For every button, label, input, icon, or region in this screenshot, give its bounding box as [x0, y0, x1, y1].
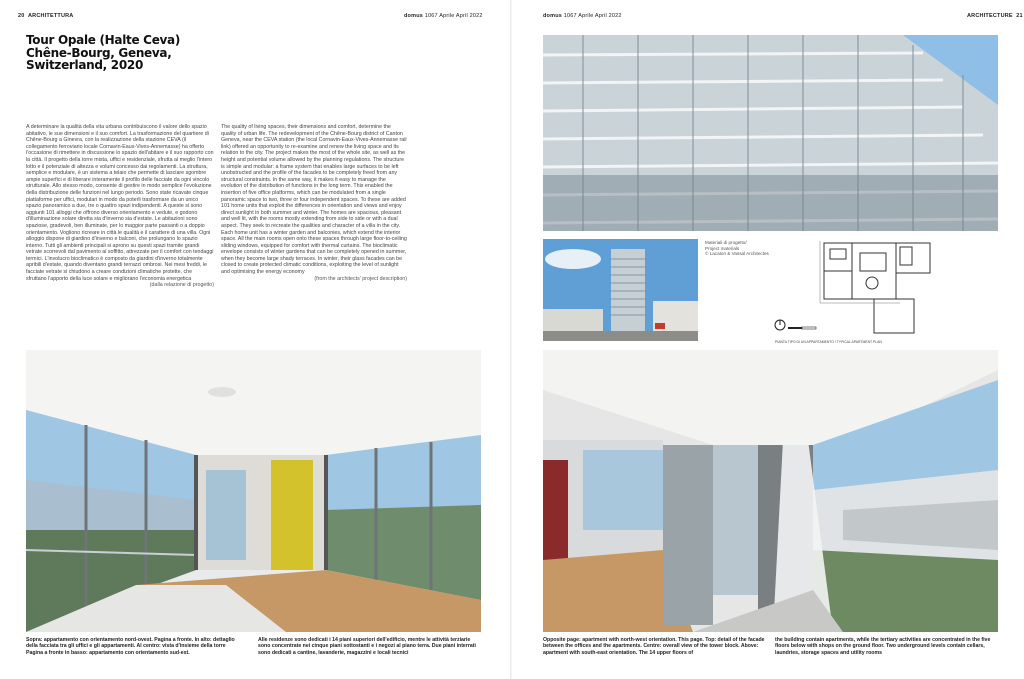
facade-detail-photo — [543, 35, 998, 231]
floor-plan-label: PIANTA TIPO DI UN APPARTAMENTO / TYPICAL APARTMENT PLAN — [775, 340, 882, 344]
right-caption-2: the building contain apartments, while the tertiary activities are concentrated in the five floors below with shops on the ground floor. Two underground levels contain cellars, laundries, storage spaces and utility rooms — [775, 637, 991, 656]
right-caption-1: Opposite page: apartment with north-west orientation. This page. Top: detail of the facade between the offices and the apartments. Centre: overall view of the tower block. Above: apartment with south-east orientation. The 14 upper floors of — [543, 637, 765, 656]
materials-en: Project materials — [705, 245, 740, 251]
interior-photo-se-drawing — [543, 350, 998, 632]
article-title: Tour Opale (Halte Ceva) Chêne-Bourg, Geneva, Switzerland, 2020 — [26, 33, 181, 72]
italian-column — [26, 124, 214, 289]
right-page — [512, 0, 1024, 679]
left-caption-1: Sopra: appartamento con orientamento nord-ovest. Pagina a fronte. In alto: dettaglio della facciata tra gli uffici e gli appartamenti. Al centro: vista d'insieme della torre Pagina a fronte in basso: appartamento con orientamento sud-est. — [26, 637, 235, 656]
floor-plan-drawing — [812, 239, 962, 339]
english-credit-row — [221, 276, 407, 283]
italian-text: A determinare la qualità della vita urbana contribuiscono il valore dello spazio abitativo, le sue dimensioni e il suo comfort. La trasformazione del quartiere di Chêne-Bourg a Ginevra, con la realizzazione della stazione CEVA (il collegamento ferroviario locale Cornavin-Eaux-Vives-Annemasse) ha offerto l'occasione di rimettere in discussione lo spazio dell'abitare e il suo rapporto con la città. Il progetto della torre mista, uffici e residenziale, sfrutta al meglio l'intero lotto e il potenziale di altezza e volumi concesso dai regolamenti. La struttura, semplice e modulare, è un sistema a telaio che permette di lasciare sgombre ampie superfici e di liberare interamente il profilo delle facciate da ogni vincolo strutturale. Allo stesso modo, consente di gestire in modo semplice l'evoluzione della distribuzione delle funzioni nel lungo periodo. Sono state ricavate cinque piattaforme per uffici, modulari in modo da poterli trasformare da un unico spazio panoramico a due, tre o quattro spazi indipendenti. A queste si sono aggiunti 101 alloggi che offrono diverso orientamento e vedute, e godono d'illuminazione solare diretta sia d'inverno sia d'estate. Le abitazioni sono spaziose, gradevoli, ben illuminate, per lo maggior parte passanti o a doppio orientamento. Vogliono ricreare in città le qualità e il carattere di una villa. Ogni alloggio dispone di giardino d'inverno e balconi, che prolungano lo spazio interno. Tutti gli ambienti principali si aprono su questi spazi tramite grandi vetrate scorrevoli dal pavimento al soffitto, attrezzate per il comfort con tendaggi termici. L'involucro bioclimatico è composto da giardini d'inverno totalmente apribili d'estate, quando diventano grandi terrazzi ombrosi. Nei mesi freddi, le facciate vetrate si chiudono a creare condizioni climatiche protette, che sfruttano l'apporto della luce solare e migliorano l'economia energetica — [26, 124, 214, 282]
english-text: The quality of living spaces, their dimensions and comfort, determine the quality of urban life. The redevelopment of the Chêne-Bourg district of Canton Geneva, near the CEVA station (the local Cornavin-Eaux-Vives-Annemasse rail link) offered an opportunity to re-examine and renew the living space and its relation to the city. The project makes the most of the whole site, as well as the height and potential volume allowed by the planning regulations. The structure is simple and modular: a frame system that enables large surfaces to be left unobstructed and the profile of the facades to be completely freed from any structural constraints. In the same way, it makes it easy to manage the evolution of the distribution of functions in the long term. This enabled the insertion of five office platforms, which can be modulated from a single panoramic space to two, three or four independent spaces. To these are added 101 home units that exploit the differences in orientation and views and enjoy direct sunlight in both summer and winter. The homes are spacious, pleasant and well lit, with the rooms mostly extending from side to side or with a dual aspect. They seek to recreate the qualities and character of a villa in the city. Each home unit has a winter garden and balconies, which extend the interior space. All the main rooms open onto these spaces through large floor-to-ceiling sliding windows, equipped for comfort with thermal curtains. The bioclimatic envelope consists of winter gardens that can be completely opened in summer, when they become large shady terraces. In winter, their glass facades can be closed to create protected climatic conditions, exploiting the level of sunlight and optimising the energy economy — [221, 124, 407, 276]
interior-photo-north-west — [26, 350, 481, 632]
interior-photo-south-east — [543, 350, 998, 632]
english-credit: (from the architects' project description) — [314, 275, 407, 282]
tower-overall-photo — [543, 239, 698, 341]
interior-photo-drawing — [26, 350, 481, 632]
right-folio: ARCHITECTURE 21 — [967, 13, 1023, 19]
italian-credit-row — [26, 282, 214, 289]
english-column — [221, 124, 407, 282]
right-issue-line: domus 1067 Aprile April 2022 — [543, 13, 622, 19]
materials-credit: © Lacaton & Vassal Architectes — [705, 251, 769, 257]
materials-it: Materiali di progetto/ — [705, 240, 747, 245]
materials-note — [705, 240, 785, 257]
left-caption-2: Alle residenze sono dedicati i 14 piani superiori dell'edificio, mentre le attività terziarie sono concentrate nei cinque piani sottostanti e i negozi al piano terra. Due piani interrati sono dedicati a cantine, lavanderie, magazzini e locali tecnici — [258, 637, 476, 656]
facade-detail-drawing — [543, 35, 998, 231]
floor-plan-svg — [812, 239, 962, 339]
italian-credit: (dalla relazione di progetto) — [149, 282, 214, 289]
left-folio: 20 ARCHITETTURA — [18, 13, 74, 19]
tower-overall-drawing — [543, 239, 698, 341]
left-issue-line: domus 1067 Aprile April 2022 — [404, 13, 483, 19]
scale-bar — [774, 318, 834, 332]
